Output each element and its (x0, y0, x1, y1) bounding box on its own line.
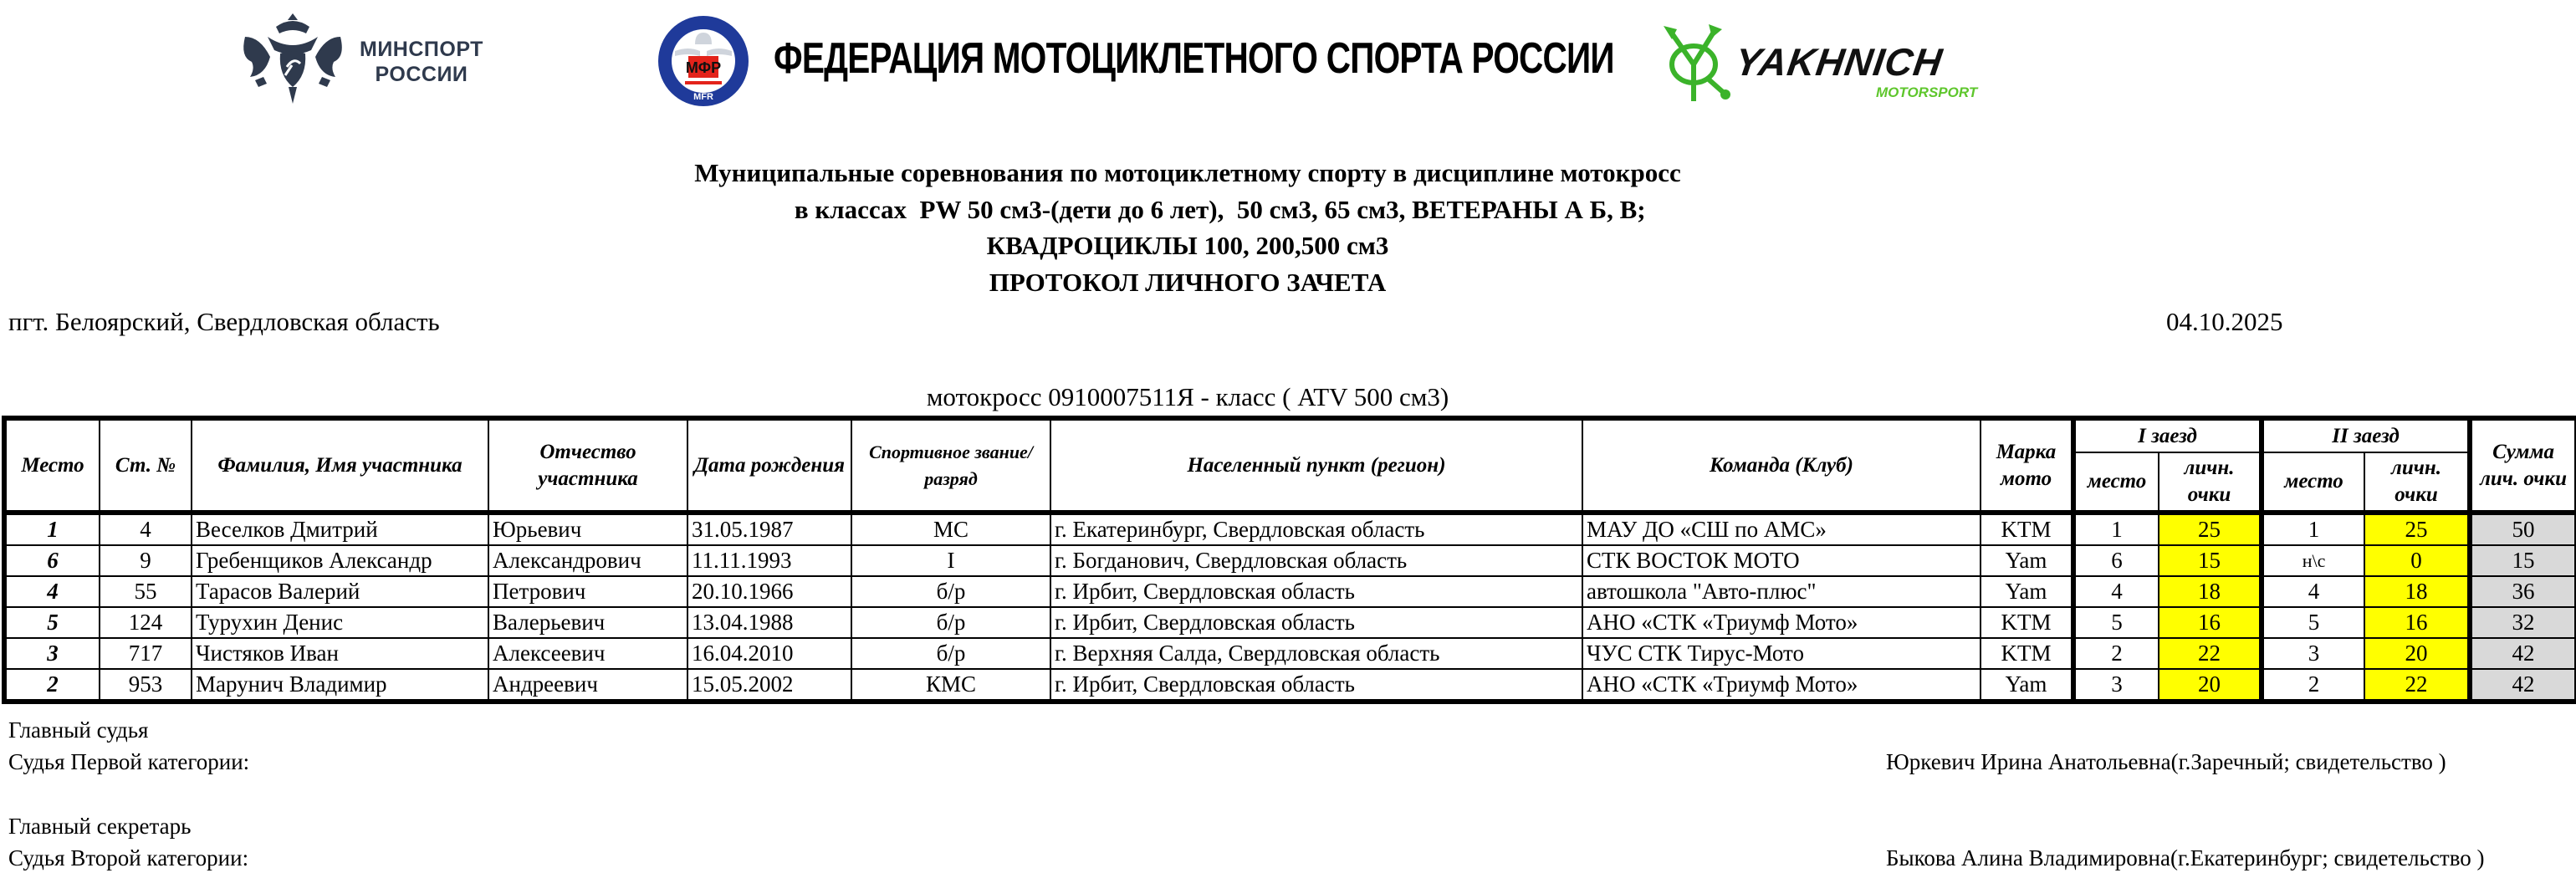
cell-name: Тарасов Валерий (192, 576, 488, 607)
cell-moto: KTM (1981, 607, 2073, 638)
cell-locality: г. Богданович, Свердловская область (1050, 545, 1582, 576)
cell-start-no: 55 (100, 576, 192, 607)
cell-race2-place: 3 (2262, 638, 2364, 669)
chief-judge-label: Главный судья (8, 717, 149, 743)
cell-race1-place: 4 (2073, 576, 2159, 607)
cell-moto: Yam (1981, 669, 2073, 702)
cell-race2-points: 25 (2364, 513, 2470, 545)
cell-moto: KTM (1981, 513, 2073, 545)
cell-birth-date: 15.05.2002 (687, 669, 851, 702)
table-row (4, 638, 2576, 669)
double-headed-eagle-icon (238, 12, 347, 105)
cell-patronymic: Юрьевич (488, 513, 687, 545)
cell-race2-points: 16 (2364, 607, 2470, 638)
cell-race2-points: 18 (2364, 576, 2470, 607)
cell-patronymic: Петрович (488, 576, 687, 607)
mfr-logo (657, 14, 750, 108)
col-header-start-no: Ст. № (100, 418, 192, 513)
cell-race2-points: 20 (2364, 638, 2470, 669)
svg-text:MFR: MFR (693, 92, 713, 102)
chief-secretary-category: Судья Второй категории: (8, 845, 249, 870)
cell-race1-place: 5 (2073, 607, 2159, 638)
cell-team: автошкола "Авто-плюс" (1582, 576, 1981, 607)
cell-place: 2 (4, 669, 100, 702)
cell-birth-date: 20.10.1966 (687, 576, 851, 607)
cell-race1-place: 3 (2073, 669, 2159, 702)
cell-locality: г. Ирбит, Свердловская область (1050, 669, 1582, 702)
cell-patronymic: Валерьевич (488, 607, 687, 638)
yakhnich-symbol-icon (1660, 21, 1735, 105)
cell-team: АНО «СТК «Триумф Мото» (1582, 669, 1981, 702)
cell-place: 3 (4, 638, 100, 669)
cell-rank: КМС (851, 669, 1050, 702)
yakhnich-logo (1660, 21, 1995, 105)
col-header-race2-place: место (2262, 452, 2364, 513)
col-header-rank: Спортивное звание/разряд (851, 418, 1050, 513)
cell-patronymic: Андреевич (488, 669, 687, 702)
event-date: 04.10.2025 (2166, 307, 2283, 336)
col-header-birth-date: Дата рождения (687, 418, 851, 513)
col-header-place: Место (4, 418, 100, 513)
cell-total: 36 (2470, 576, 2576, 607)
cell-start-no: 9 (100, 545, 192, 576)
cell-birth-date: 13.04.1988 (687, 607, 851, 638)
cell-locality: г. Верхняя Салда, Свердловская область (1050, 638, 1582, 669)
minsport-line2: РОССИИ (375, 63, 468, 86)
cell-place: 4 (4, 576, 100, 607)
cell-total: 15 (2470, 545, 2576, 576)
results-table (2, 416, 2576, 704)
cell-patronymic: Алексеевич (488, 638, 687, 669)
cell-race1-place: 6 (2073, 545, 2159, 576)
cell-team: АНО «СТК «Триумф Мото» (1582, 607, 1981, 638)
event-title-line-1: Муниципальные соревнования по мотоциклетному спорту в дисциплине мотокросс (694, 158, 1681, 187)
cell-team: СТК ВОСТОК МОТО (1582, 545, 1981, 576)
svg-text:МФР: МФР (685, 59, 722, 76)
cell-race1-place: 2 (2073, 638, 2159, 669)
cell-locality: г. Ирбит, Свердловская область (1050, 607, 1582, 638)
chief-judge-name: Юркевич Ирина Анатольевна(г.Заречный; свидетельство ) (1886, 749, 2446, 774)
cell-race1-points: 18 (2159, 576, 2262, 607)
cell-birth-date: 16.04.2010 (687, 638, 851, 669)
cell-total: 42 (2470, 669, 2576, 702)
cell-name: Гребенщиков Александр (192, 545, 488, 576)
cell-rank: б/р (851, 607, 1050, 638)
cell-locality: г. Екатеринбург, Свердловская область (1050, 513, 1582, 545)
cell-rank: I (851, 545, 1050, 576)
cell-race1-points: 25 (2159, 513, 2262, 545)
cell-name: Турухин Денис (192, 607, 488, 638)
chief-secretary-label: Главный секретарь (8, 814, 192, 839)
federation-title: ФЕДЕРАЦИЯ МОТОЦИКЛЕТНОГО СПОРТА РОССИИ (774, 34, 1614, 83)
event-title-line-3: КВАДРОЦИКЛЫ 100, 200,500 см3 (986, 231, 1389, 260)
mfr-emblem-icon (657, 14, 750, 108)
cell-moto: Yam (1981, 576, 2073, 607)
cell-race2-place: 5 (2262, 607, 2364, 638)
cell-start-no: 953 (100, 669, 192, 702)
cell-race2-place: 1 (2262, 513, 2364, 545)
cell-race1-points: 22 (2159, 638, 2262, 669)
cell-race2-place: 2 (2262, 669, 2364, 702)
cell-race1-place: 1 (2073, 513, 2159, 545)
cell-race1-points: 15 (2159, 545, 2262, 576)
cell-rank: б/р (851, 638, 1050, 669)
cell-race1-points: 20 (2159, 669, 2262, 702)
minsport-line1: МИНСПОРТ (360, 38, 483, 61)
yakhnich-sub: MOTORSPORT (1876, 84, 1978, 100)
col-header-locality: Населенный пункт (регион) (1050, 418, 1582, 513)
table-row (4, 607, 2576, 638)
cell-birth-date: 11.11.1993 (687, 545, 851, 576)
event-location: пгт. Белоярский, Свердловская область (8, 307, 440, 336)
col-header-race2-points: личн. очки (2364, 452, 2470, 513)
chief-secretary-name: Быкова Алина Владимировна(г.Екатеринбург; свидетельство ) (1886, 845, 2485, 870)
cell-total: 50 (2470, 513, 2576, 545)
cell-rank: МС (851, 513, 1050, 545)
class-title: мотокросс 0910007511Я - класс ( ATV 500 см3) (926, 382, 1449, 411)
col-header-patronymic: Отчество участника (488, 418, 687, 513)
cell-race2-place: н\с (2262, 545, 2364, 576)
cell-place: 1 (4, 513, 100, 545)
cell-start-no: 4 (100, 513, 192, 545)
cell-patronymic: Александрович (488, 545, 687, 576)
cell-locality: г. Ирбит, Свердловская область (1050, 576, 1582, 607)
cell-team: ЧУС СТК Тирус-Мото (1582, 638, 1981, 669)
cell-moto: Yam (1981, 545, 2073, 576)
cell-race1-points: 16 (2159, 607, 2262, 638)
cell-name: Марунич Владимир (192, 669, 488, 702)
cell-race2-place: 4 (2262, 576, 2364, 607)
event-title-line-2: в классах PW 50 см3-(дети до 6 лет), 50 см3, 65 см3, ВЕТЕРАНЫ А Б, В; (729, 195, 1646, 224)
protocol-title: ПРОТОКОЛ ЛИЧНОГО ЗАЧЕТА (989, 268, 1387, 297)
table-row (4, 669, 2576, 702)
cell-team: МАУ ДО «СШ по АМС» (1582, 513, 1981, 545)
cell-moto: KTM (1981, 638, 2073, 669)
chief-judge-category: Судья Первой категории: (8, 749, 250, 774)
table-row (4, 545, 2576, 576)
yakhnich-brand: YAKHNICH (1732, 40, 1946, 84)
col-header-team: Команда (Клуб) (1582, 418, 1981, 513)
col-header-race1-place: место (2073, 452, 2159, 513)
cell-race2-points: 0 (2364, 545, 2470, 576)
cell-name: Веселков Дмитрий (192, 513, 488, 545)
col-header-race1-points: личн. очки (2159, 452, 2262, 513)
col-header-name: Фамилия, Имя участника (192, 418, 488, 513)
cell-total: 42 (2470, 638, 2576, 669)
minsport-logo (238, 12, 489, 105)
col-header-total: Сумма лич. очки (2470, 418, 2576, 513)
cell-start-no: 124 (100, 607, 192, 638)
cell-birth-date: 31.05.1987 (687, 513, 851, 545)
cell-place: 6 (4, 545, 100, 576)
table-row (4, 513, 2576, 545)
cell-place: 5 (4, 607, 100, 638)
cell-start-no: 717 (100, 638, 192, 669)
col-header-race2: II заезд (2262, 418, 2470, 452)
cell-total: 32 (2470, 607, 2576, 638)
col-header-race1: I заезд (2073, 418, 2262, 452)
table-row (4, 576, 2576, 607)
cell-name: Чистяков Иван (192, 638, 488, 669)
col-header-moto: Марка мото (1981, 418, 2073, 513)
cell-rank: б/р (851, 576, 1050, 607)
cell-race2-points: 22 (2364, 669, 2470, 702)
